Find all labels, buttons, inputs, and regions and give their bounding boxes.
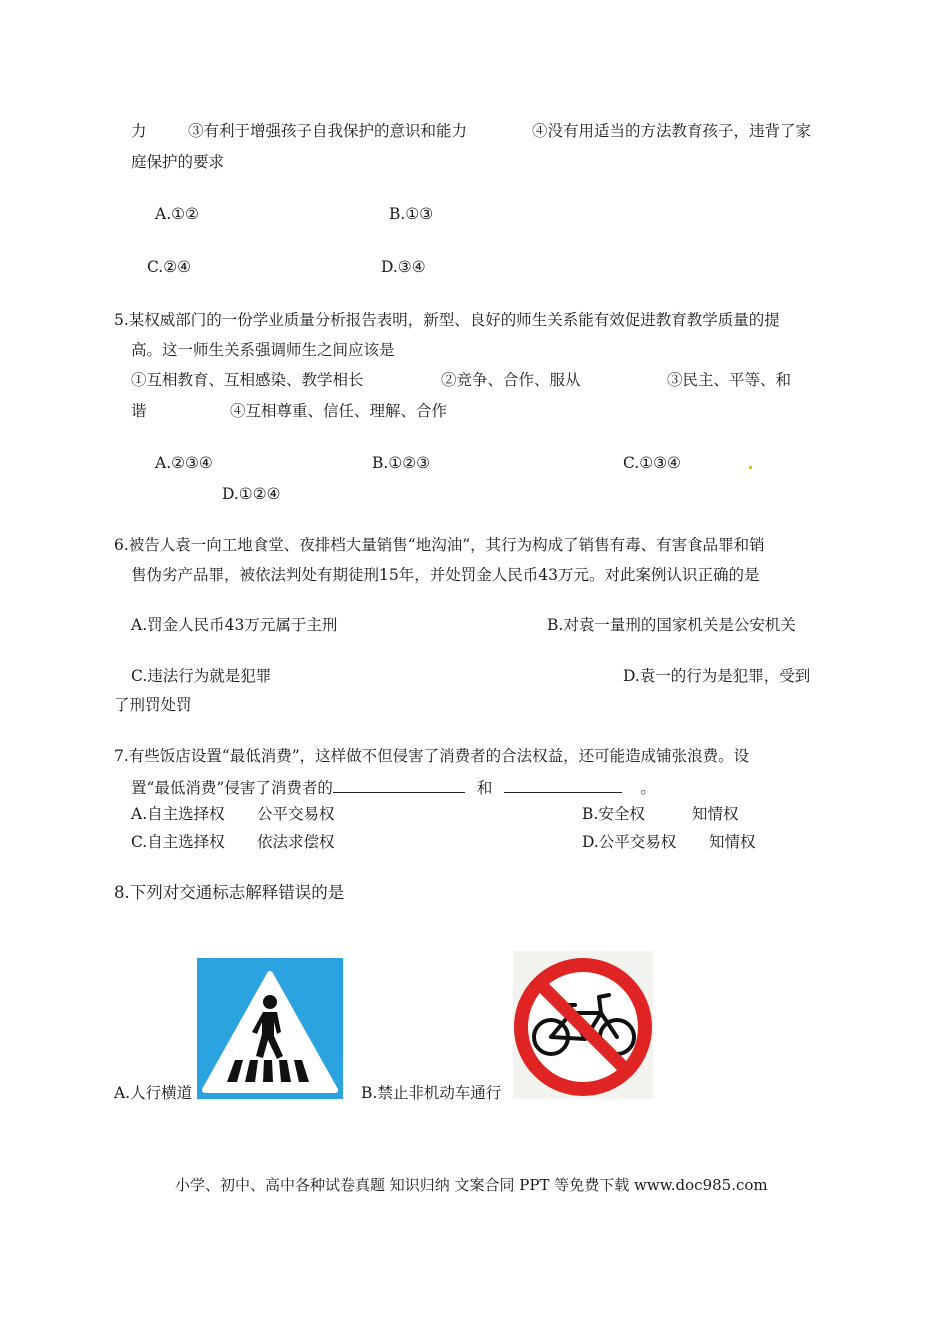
q6-option-a: A.罚金人民币43万元属于主刑 (131, 616, 338, 634)
q7-option-b1: B.安全权 (582, 805, 645, 823)
q5-option-c: C.①③④ (623, 454, 681, 472)
page-footer: 小学、初中、高中各种试卷真题 知识归纳 文案合同 PPT 等免费下载 www.doc985.com (175, 1176, 768, 1194)
q7-line2 (131, 776, 656, 798)
q6-option-b: B.对袁一量刑的国家机关是公安机关 (547, 616, 796, 634)
q7-line1: 7.有些饭店设置“最低消费”，这样做不但侵害了消费者的合法权益，还可能造成铺张浪费。设 (114, 747, 750, 765)
q7-option-a1: A.自主选择权 (131, 805, 225, 823)
q7-option-c2: 依法求偿权 (257, 833, 335, 851)
q7-option-d1: D.公平交易权 (582, 833, 677, 851)
q7-option-b2: 知情权 (692, 805, 739, 823)
q4-line1-c: ④没有用适当的方法教育孩子，违背了家 (532, 122, 812, 140)
q7-blank-1[interactable] (333, 776, 465, 793)
q6-line1: 6.被告人袁一向工地食堂、夜排档大量销售“地沟油”，其行为构成了销售有毒、有害食品罪和销 (114, 536, 765, 554)
q4-option-c: C.②④ (147, 258, 192, 276)
q5-option-a: A.②③④ (155, 454, 213, 472)
q5-line4-a: 谐 (131, 402, 147, 420)
q4-option-a: A.①② (155, 205, 199, 223)
q6-option-c: C.违法行为就是犯罪 (131, 667, 272, 685)
no-bicycle-icon (513, 951, 653, 1099)
stray-dot (749, 466, 752, 469)
q8-option-b: B.禁止非机动车通行 (361, 1084, 502, 1102)
pedestrian-crossing-sign (197, 958, 343, 1099)
q5-line1: 5.某权威部门的一份学业质量分析报告表明，新型、良好的师生关系能有效促进教育教学质量的提 (114, 311, 780, 329)
q6-option-d-cont: 了刑罚处罚 (114, 696, 192, 714)
q4-line1-b: ③有利于增强孩子自我保护的意识和能力 (188, 122, 468, 140)
pedestrian-crossing-icon (197, 958, 343, 1099)
no-bicycle-sign (513, 951, 653, 1099)
q4-option-b: B.①③ (389, 205, 434, 223)
q7-blank-2[interactable] (504, 776, 622, 793)
q5-line3-a: ①互相教育、互相感染、教学相长 (131, 371, 364, 389)
q5-option-b: B.①②③ (372, 454, 431, 472)
q6-option-d: D.袁一的行为是犯罪，受到 (623, 667, 811, 685)
q7-and: 和 (476, 779, 493, 797)
q4-line2: 庭保护的要求 (131, 153, 225, 171)
q7-end: 。 (640, 779, 656, 797)
q5-line3-b: ②竞争、合作、服从 (441, 371, 581, 389)
q5-line4-b: ④互相尊重、信任、理解、合作 (230, 402, 448, 420)
q7-option-d2: 知情权 (709, 833, 756, 851)
q7-option-c1: C.自主选择权 (131, 833, 225, 851)
q5-line2: 高。这一师生关系强调师生之间应该是 (131, 341, 395, 359)
q5-option-d: D.①②④ (222, 485, 281, 503)
q8-title: 8.下列对交通标志解释错误的是 (114, 883, 345, 902)
q6-line2: 售伪劣产品罪，被依法判处有期徒刑15年，并处罚金人民币43万元。对此案例认识正确的是 (131, 566, 760, 584)
q7-line2-text: 置“最低消费”侵害了消费者的 (131, 779, 333, 797)
q7-option-a2: 公平交易权 (257, 805, 335, 823)
q8-option-a: A.人行横道 (114, 1084, 193, 1102)
q4-option-d: D.③④ (381, 258, 426, 276)
q5-line3-c: ③民主、平等、和 (667, 371, 792, 389)
q4-line1-a: 力 (131, 122, 147, 140)
